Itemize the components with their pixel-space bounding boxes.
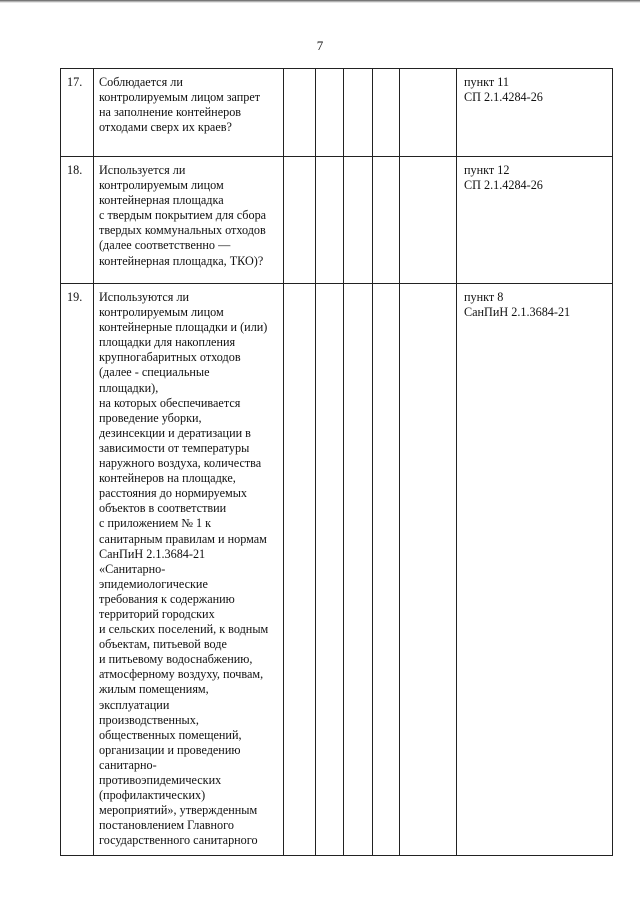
reference-line: СанПиН 2.1.3684-21 xyxy=(464,305,571,320)
answer-yes-cell xyxy=(284,69,316,157)
question-line: контролируемым лицом xyxy=(99,178,224,193)
question-line: санитарным правилам и нормам xyxy=(99,531,267,546)
question-line: СанПиН 2.1.3684-21 xyxy=(99,546,206,561)
question-line: площадки для накопления xyxy=(99,335,236,350)
question-line: дезинсекции и дератизации в xyxy=(99,425,251,440)
question-line: объектам, питьевой воде xyxy=(99,637,227,652)
question-line: контейнерная площадка, ТКО)? xyxy=(99,253,264,268)
question-line: эксплуатации xyxy=(99,697,170,712)
question-line: противоэпидемических xyxy=(99,773,222,787)
question-line: санитарно- xyxy=(99,757,157,772)
answer-yes-cell xyxy=(284,157,316,284)
question-line: эпидемиологические xyxy=(99,576,208,591)
question-line: требования к содержанию xyxy=(99,591,235,606)
question-line: на заполнение контейнеров xyxy=(99,105,242,120)
question-line: проведение уборки, xyxy=(99,410,202,425)
question-line: «Санитарно- xyxy=(99,561,166,576)
question-line: зависимости от температуры xyxy=(99,440,250,455)
reference-line: пункт 12 xyxy=(464,163,510,177)
question-line: твердых коммунальных отходов xyxy=(99,223,266,238)
question-cell xyxy=(94,69,284,157)
item-number: 18. xyxy=(61,157,94,284)
reference-line: СП 2.1.4284-26 xyxy=(464,178,543,193)
question-line: объектов в соответствии xyxy=(99,501,227,516)
reference-cell xyxy=(457,69,613,157)
question-line: расстояния до нормируемых xyxy=(99,486,248,501)
question-line: государственного санитарного xyxy=(99,833,258,848)
question-line: мероприятий», утвержденным xyxy=(99,803,258,818)
question-line: и питьевому водоснабжению, xyxy=(99,652,253,667)
item-number: 19. xyxy=(61,284,94,856)
question-line: и сельских поселений, к водным xyxy=(99,622,269,637)
item-number: 17. xyxy=(61,69,94,157)
note-cell xyxy=(400,69,457,157)
checklist-table xyxy=(60,68,613,856)
answer-na-cell xyxy=(344,284,373,856)
question-line: площадки), xyxy=(99,380,159,395)
checklist-rows xyxy=(61,69,613,856)
question-line: контейнерные площадки и (или) xyxy=(99,320,268,335)
note-cell xyxy=(400,157,457,284)
question-line: территорий городских xyxy=(99,606,215,621)
question-line: жилым помещениям, xyxy=(99,682,209,697)
question-line: (профилактических) xyxy=(99,788,206,803)
question-line: контейнеров на площадке, xyxy=(99,471,236,486)
question-line: контролируемым лицом xyxy=(99,305,224,320)
question-line: Соблюдается ли xyxy=(99,75,183,89)
question-line: наружного воздуха, количества xyxy=(99,456,262,471)
question-line: контейнерная площадка xyxy=(99,193,224,208)
question-cell xyxy=(94,157,284,284)
question-line: крупногабаритных отходов xyxy=(99,350,241,365)
reference-line: пункт 11 xyxy=(464,75,510,89)
page-number: 7 xyxy=(316,38,324,53)
question-line: общественных помещений, xyxy=(99,727,242,742)
reference-line: пункт 8 xyxy=(464,290,504,304)
question-line: (далее соответственно — xyxy=(99,238,231,253)
question-cell xyxy=(94,284,284,856)
question-line: организации и проведению xyxy=(99,742,241,757)
answer-no-cell xyxy=(316,284,344,856)
question-line: производственных, xyxy=(99,712,199,727)
answer-na-cell xyxy=(344,157,373,284)
question-line: (далее - специальные xyxy=(99,365,210,380)
question-line: контролируемым лицом запрет xyxy=(99,90,261,105)
reference-line: СП 2.1.4284-26 xyxy=(464,90,543,105)
answer-extra-cell xyxy=(373,284,400,856)
question-line: на которых обеспечивается xyxy=(99,395,241,410)
answer-na-cell xyxy=(344,69,373,157)
note-cell xyxy=(400,284,457,856)
question-line: с приложением № 1 к xyxy=(99,516,212,531)
question-line: с твердым покрытием для сбора xyxy=(99,208,267,223)
reference-cell xyxy=(457,284,613,856)
answer-yes-cell xyxy=(284,284,316,856)
answer-extra-cell xyxy=(373,69,400,157)
answer-no-cell xyxy=(316,69,344,157)
answer-no-cell xyxy=(316,157,344,284)
scan-top-edge xyxy=(0,0,640,3)
table-row xyxy=(61,69,613,157)
table-row xyxy=(61,157,613,284)
table-row xyxy=(61,284,613,856)
question-line: отходами сверх их краев? xyxy=(99,120,232,135)
question-line: Используются ли xyxy=(99,290,190,304)
question-line: Используется ли xyxy=(99,163,186,177)
question-line: постановлением Главного xyxy=(99,818,234,833)
answer-extra-cell xyxy=(373,157,400,284)
reference-cell xyxy=(457,157,613,284)
question-line: атмосферному воздуху, почвам, xyxy=(99,667,264,682)
